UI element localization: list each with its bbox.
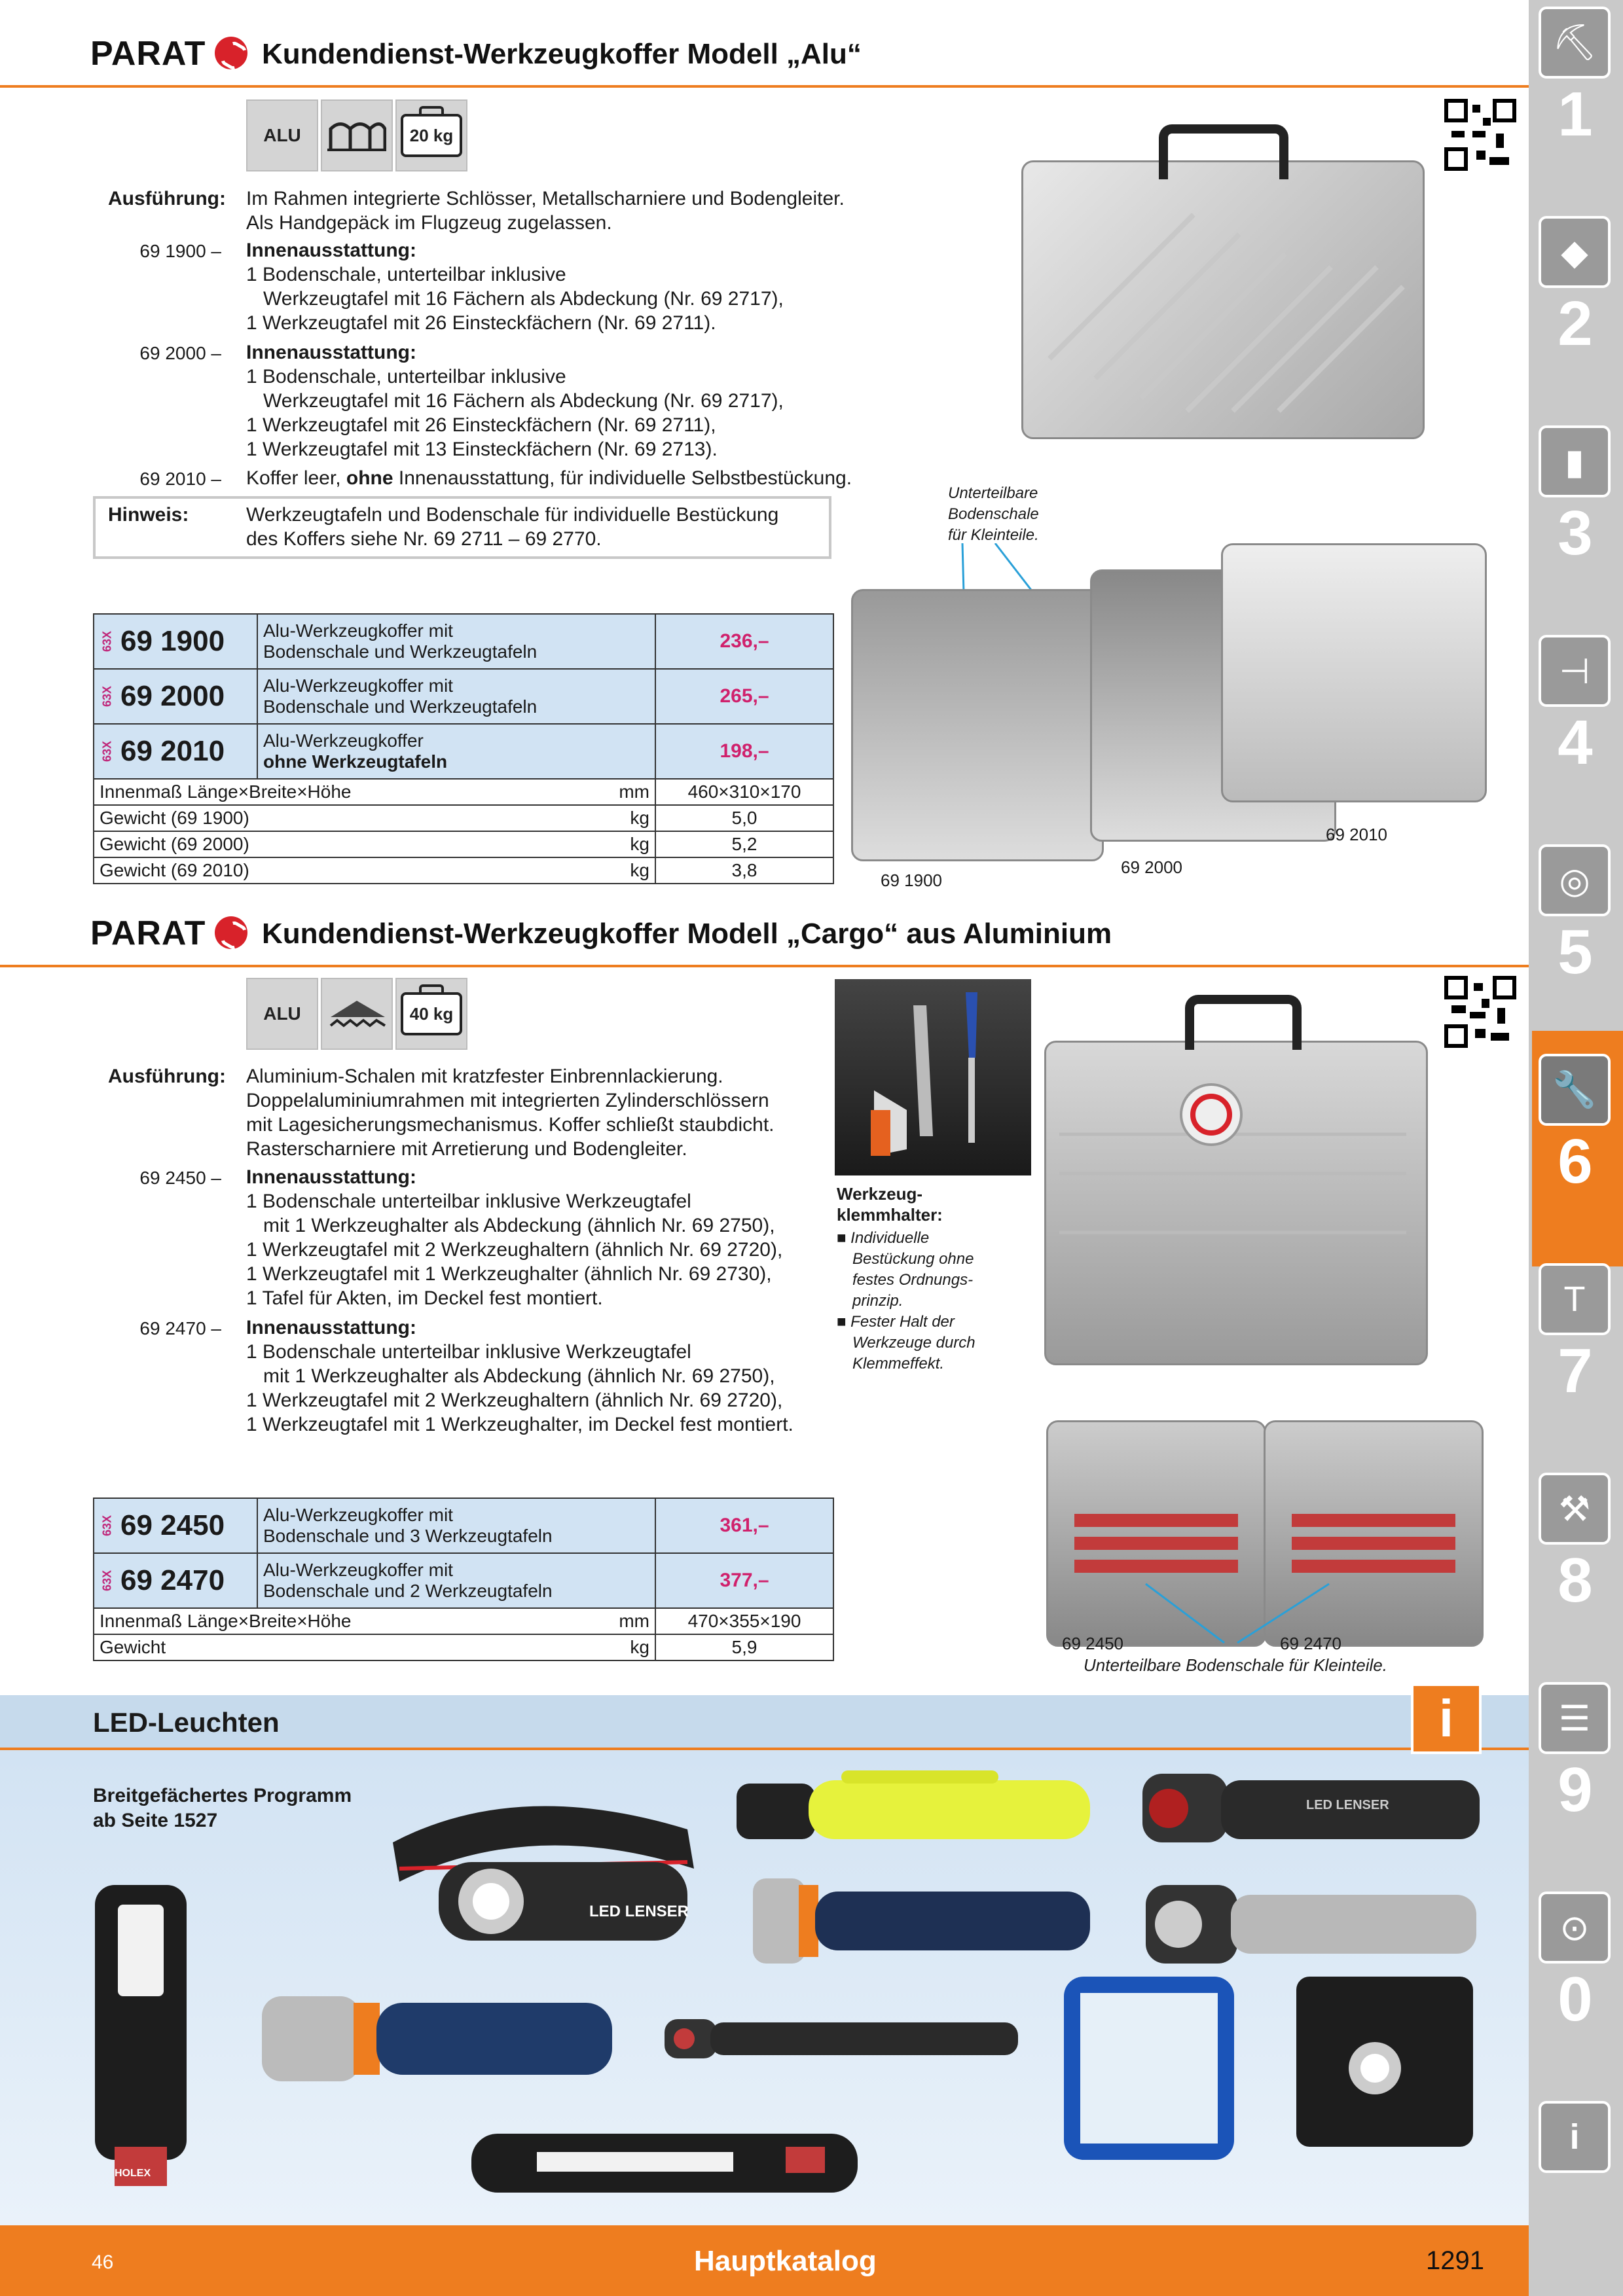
variant-line: 1 Werkzeugtafel mit 2 Werkzeughaltern (ähnlich Nr. 69 2720), (246, 1390, 783, 1411)
hinge-icon (321, 99, 393, 171)
variant-number: 69 2010 – (139, 469, 221, 489)
product-price: 198,– (655, 724, 833, 779)
hinweis-label: Hinweis: (108, 504, 189, 526)
image-caption: 69 2450 (1062, 1634, 1123, 1653)
flood-light-image (1064, 1977, 1241, 2166)
section2-title: Kundendienst-Werkzeugkoffer Modell „Cargo“ aus Aluminium (262, 918, 1112, 950)
article-number[interactable]: 63X 69 2010 (94, 724, 257, 779)
square-light-image (1296, 1970, 1480, 2160)
qr-code-icon[interactable] (1444, 98, 1517, 171)
article-number[interactable]: 63X 69 2450 (94, 1498, 257, 1553)
cargo-case-image (1044, 1041, 1428, 1365)
parat-logo: PARAT (90, 914, 206, 952)
variant-line: 1 Bodenschale, unterteilbar inklusive (246, 264, 566, 285)
product-price: 377,– (655, 1553, 833, 1608)
image-caption: 69 2010 (1326, 825, 1387, 844)
safety-glasses-icon: ⊙ (1539, 1892, 1611, 1964)
section2-header (0, 906, 1529, 967)
ausfuehrung-label: Ausführung: (108, 188, 226, 209)
spec-value: 470×355×190 (655, 1608, 833, 1634)
spec-row (94, 805, 833, 831)
spec-label: Gewicht (69 2010) kg (94, 857, 655, 884)
article-number[interactable]: 63X 69 2470 (94, 1553, 257, 1608)
variant-line: Werkzeugtafel mit 16 Fächern als Abdeckung (Nr. 69 2717), (263, 288, 784, 310)
spec-label: Innenmaß Länge×Breite×Höhe mm (94, 1608, 655, 1634)
variant-line: 1 Tafel für Akten, im Deckel fest montiert. (246, 1287, 603, 1309)
variant-line: 1 Werkzeugtafel mit 1 Werkzeughalter (ähnlich Nr. 69 2730), (246, 1263, 772, 1285)
product-price: 265,– (655, 669, 833, 724)
tab-4[interactable]: ⊣ 4 (1539, 635, 1612, 779)
weight-icon: 20 kg (401, 114, 462, 157)
variant-head: Innenausstattung: (246, 1317, 416, 1338)
product-description: Alu-Werkzeugkoffer mit Bodenschale und Werkzeugtafeln (257, 614, 655, 669)
product-table-2 (93, 1498, 834, 1661)
holex-label: HOLEX (115, 2168, 151, 2179)
spec-value: 5,9 (655, 1634, 833, 1660)
work-light-image (88, 1885, 193, 2199)
note-text: Unterteilbare Bodenschale für Kleinteile. (948, 484, 1039, 544)
alu-case-image (1021, 160, 1425, 439)
parat-logo-icon (215, 37, 247, 69)
image-caption: 69 2000 (1121, 857, 1182, 877)
open-case-2010 (1221, 543, 1487, 802)
ausfuehrung-line: Aluminium-Schalen mit kratzfester Einbrennlackierung. (246, 1066, 723, 1087)
product-price: 236,– (655, 614, 833, 669)
spec-value: 5,0 (655, 805, 833, 831)
weight-badge (395, 99, 467, 171)
tab-3[interactable]: ▮ 3 (1539, 425, 1612, 569)
blue-flashlight-image (262, 1983, 615, 2094)
variant-head: Innenausstattung: (246, 240, 416, 261)
tab-7[interactable]: T 7 (1539, 1263, 1612, 1407)
variant-number: 69 2450 – (139, 1168, 221, 1188)
black-torch-image (1142, 1764, 1483, 1849)
spec-label: Innenmaß Länge×Breite×Höhe mm (94, 779, 655, 805)
tap-icon: ▮ (1539, 425, 1611, 497)
weight-badge (395, 978, 467, 1050)
page-footer (0, 2225, 1529, 2296)
image-caption-note: Unterteilbare Bodenschale für Kleinteile. (1084, 1655, 1387, 1675)
tab-1[interactable]: ⛏ 1 (1539, 7, 1612, 151)
open-case-1900 (851, 589, 1104, 861)
led-header (0, 1695, 1529, 1750)
qr-code-icon[interactable] (1444, 975, 1517, 1049)
variant-line: mit 1 Werkzeughalter als Abdeckung (ähnlich Nr. 69 2750), (263, 1365, 775, 1387)
ausfuehrung-line: Rasterscharniere mit Arretierung und Bodengleiter. (246, 1138, 687, 1160)
table-row (94, 669, 833, 724)
wrench-screwdriver-icon: 🔧 (1539, 1054, 1611, 1126)
spec-row (94, 831, 833, 857)
drill-icon: ⛏ (1539, 7, 1611, 79)
hinge-icon (321, 978, 393, 1050)
spec-value: 460×310×170 (655, 779, 833, 805)
tools-icon: ⚒ (1539, 1473, 1611, 1545)
spec-label: Gewicht (69 1900) kg (94, 805, 655, 831)
led-subtitle: Breitgefächertes Programm ab Seite 1527 (93, 1785, 352, 1831)
variant-line: 1 Werkzeugtafel mit 1 Werkzeughalter, im Deckel fest montiert. (246, 1414, 793, 1435)
table-row (94, 724, 833, 779)
product-price: 361,– (655, 1498, 833, 1553)
section1-title: Kundendienst-Werkzeugkoffer Modell „Alu“ (262, 38, 862, 70)
product-description: Alu-Werkzeugkoffer ohne Werkzeugtafeln (257, 724, 655, 779)
table-row (94, 614, 833, 669)
table-row (94, 1553, 833, 1608)
spec-row (94, 857, 833, 884)
variant-number: 69 2000 – (139, 343, 221, 363)
ausfuehrung-line: Doppelaluminiumrahmen mit integrierten Zylinderschlössern (246, 1090, 769, 1111)
hinweis-line: des Koffers siehe Nr. 69 2711 – 69 2770. (246, 528, 602, 550)
silver-torch-image (1146, 1878, 1480, 1970)
spec-value: 3,8 (655, 857, 833, 884)
product-description: Alu-Werkzeugkoffer mit Bodenschale und 3 Werkzeugtafeln (257, 1498, 655, 1553)
image-caption: 69 1900 (881, 870, 942, 890)
tab-info[interactable] (1539, 2101, 1612, 2173)
headlamp-image (386, 1790, 701, 1947)
tab-2[interactable]: ◆ 2 (1539, 216, 1612, 360)
variant-line: Werkzeugtafel mit 16 Fächern als Abdeckung (Nr. 69 2717), (263, 390, 784, 412)
page-number: 1291 (1426, 2246, 1484, 2275)
weight-icon: 40 kg (401, 992, 462, 1035)
badge-alu: ALU (246, 99, 318, 171)
variant-line: mit 1 Werkzeughalter als Abdeckung (ähnlich Nr. 69 2750), (263, 1215, 775, 1236)
led-title: LED-Leuchten (93, 1707, 280, 1738)
variant-line: 1 Bodenschale unterteilbar inklusive Werkzeugtafel (246, 1191, 691, 1212)
variant-number: 69 1900 – (139, 241, 221, 261)
parat-logo-icon (215, 916, 247, 949)
ausfuehrung-line: Im Rahmen integrierte Schlösser, Metallscharniere und Bodengleiter. (246, 188, 845, 209)
spec-label: Gewicht kg (94, 1634, 655, 1660)
tab-9[interactable]: ☰ 9 (1539, 1682, 1612, 1826)
footer-left: 46 (92, 2251, 114, 2273)
spec-row (94, 779, 833, 805)
image-caption: 69 2470 (1280, 1634, 1341, 1653)
variant-line: 1 Bodenschale unterteilbar inklusive Werkzeugtafel (246, 1341, 691, 1363)
tab-8[interactable]: ⚒ 8 (1539, 1473, 1612, 1617)
info-tab-icon: i (1539, 2101, 1611, 2173)
navy-torch-image (753, 1872, 1093, 1970)
hammer-pliers-icon: T (1539, 1263, 1611, 1335)
spec-row (94, 1608, 833, 1634)
section1-header (0, 26, 1529, 88)
pen-light-image (665, 2013, 1021, 2072)
tab-0[interactable]: ⊙ 0 (1539, 1892, 1612, 2036)
yellow-torch-image (737, 1770, 1093, 1846)
variant-2010-text: Koffer leer, ohne Innenausstattung, für individuelle Selbstbestückung. (246, 467, 852, 489)
variant-number: 69 2470 – (139, 1318, 221, 1338)
variant-line: 1 Werkzeugtafel mit 26 Einsteckfächern (Nr. 69 2711). (246, 312, 716, 334)
article-number[interactable]: 63X 69 1900 (94, 614, 257, 669)
product-table-1 (93, 613, 834, 884)
badge-alu: ALU (246, 978, 318, 1050)
spec-value: 5,2 (655, 831, 833, 857)
case-handle (1185, 995, 1302, 1050)
clamp-holder-photo (835, 979, 1031, 1175)
article-number[interactable]: 63X 69 2000 (94, 669, 257, 724)
variant-line: 1 Bodenschale, unterteilbar inklusive (246, 366, 566, 387)
grinding-disc-icon: ◎ (1539, 844, 1611, 916)
tool-cabinet-icon: ☰ (1539, 1682, 1611, 1754)
black-torch-label: LED LENSER (1306, 1798, 1389, 1812)
variant-head: Innenausstattung: (246, 342, 416, 363)
clamp-bullets: ■ Individuelle Bestückung ohne festes Ordnungs- prinzip. ■ Fester Halt der Werkzeuge durch Klemmeffekt. (837, 1229, 976, 1372)
tab-6[interactable]: 🔧 6 (1539, 1054, 1612, 1198)
caliper-icon: ⊣ (1539, 635, 1611, 707)
spec-label: Gewicht (69 2000) kg (94, 831, 655, 857)
ausfuehrung-label: Ausführung: (108, 1066, 226, 1087)
parat-logo: PARAT (90, 35, 206, 73)
spec-row (94, 1634, 833, 1660)
headlamp-label: LED LENSER (589, 1903, 689, 1920)
clamp-title: Werkzeug- klemmhalter: (837, 1184, 943, 1225)
product-description: Alu-Werkzeugkoffer mit Bodenschale und 2 Werkzeugtafeln (257, 1553, 655, 1608)
ausfuehrung-line: mit Lagesicherungsmechanismus. Koffer schließt staubdicht. (246, 1114, 775, 1136)
led-bar-image (471, 2127, 864, 2199)
cutter-icon: ◆ (1539, 216, 1611, 288)
variant-line: 1 Werkzeugtafel mit 26 Einsteckfächern (Nr. 69 2711), (246, 414, 716, 436)
variant-line: 1 Werkzeugtafel mit 13 Einsteckfächern (Nr. 69 2713). (246, 439, 718, 460)
ausfuehrung-line: Als Handgepäck im Flugzeug zugelassen. (246, 212, 612, 234)
case-handle (1159, 124, 1288, 179)
variant-head: Innenausstattung: (246, 1166, 416, 1188)
info-icon[interactable]: i (1411, 1683, 1482, 1754)
product-description: Alu-Werkzeugkoffer mit Bodenschale und Werkzeugtafeln (257, 669, 655, 724)
variant-line: 1 Werkzeugtafel mit 2 Werkzeughaltern (ähnlich Nr. 69 2720), (246, 1239, 783, 1261)
table-row (94, 1498, 833, 1553)
footer-title: Hauptkatalog (694, 2245, 877, 2277)
tab-5[interactable]: ◎ 5 (1539, 844, 1612, 988)
hinweis-line: Werkzeugtafeln und Bodenschale für individuelle Bestückung (246, 504, 779, 526)
